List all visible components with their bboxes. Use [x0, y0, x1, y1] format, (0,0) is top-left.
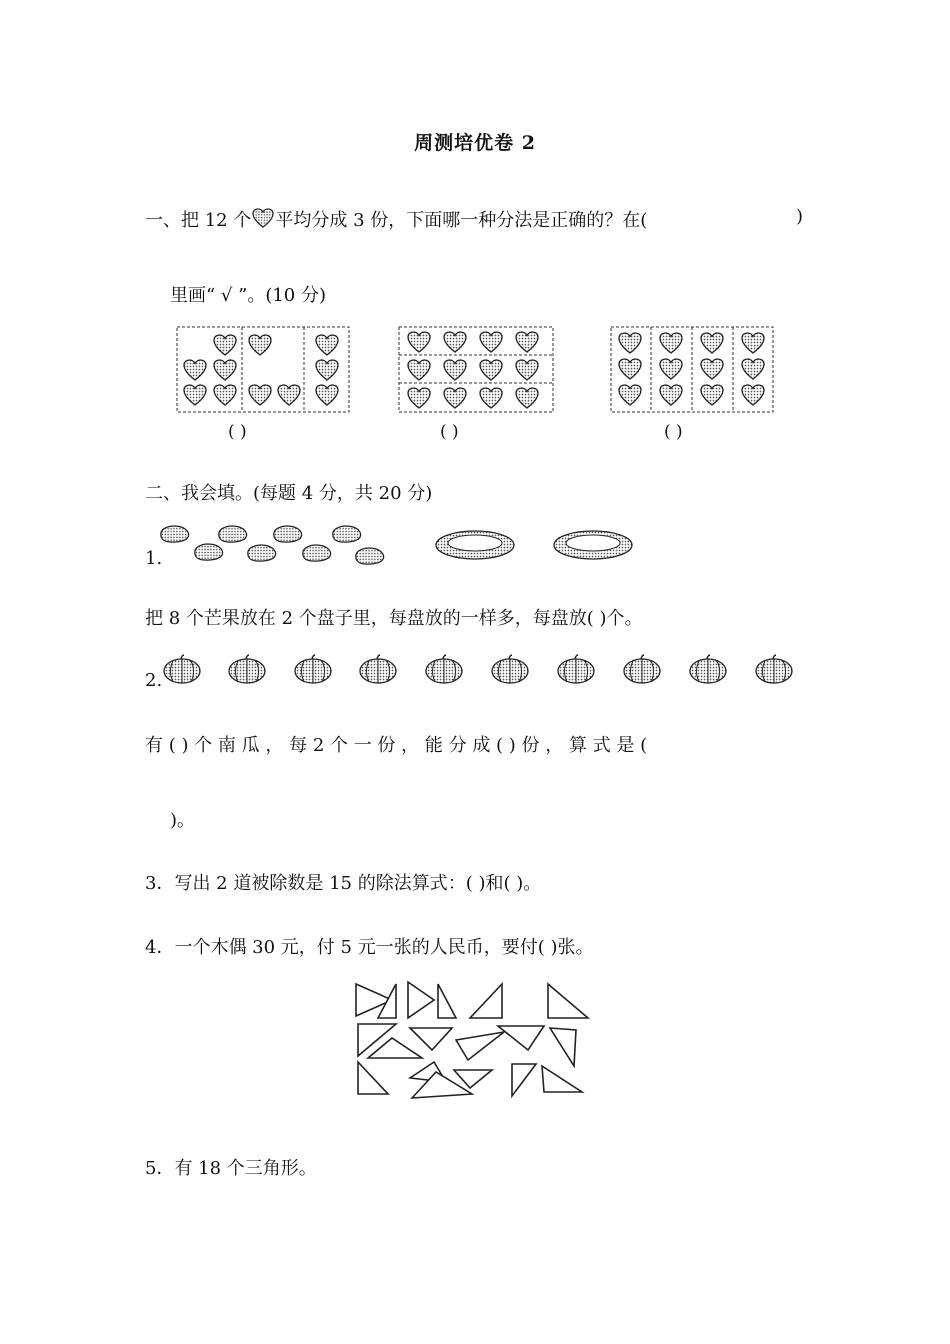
q2-continuation: )。: [170, 810, 196, 831]
option-b-figure: [398, 326, 554, 414]
section1-text-a: 一、把 12 个: [145, 210, 252, 231]
q2-text: 有 ( ) 个 南 瓜 ， 每 2 个 一 份 ， 能 分 成 ( ) 份 ， 算 式 是 (: [145, 735, 648, 756]
plate-icon: [434, 528, 516, 564]
section1-text-b: 平均分成 3 份，下面哪一种分法是正确的？在(: [275, 210, 648, 231]
pumpkins-figure: [160, 652, 800, 688]
q4-text: 4．一个木偶 30 元，付 5 元一张的人民币，要付( )张。: [145, 937, 594, 958]
q1-text: 把 8 个芒果放在 2 个盘子里，每盘放的一样多，每盘放( )个。: [145, 608, 643, 629]
section1-question: [145, 206, 647, 232]
q2-number: 2.: [145, 670, 163, 691]
section1-instruction: 里画“ √ ”。(10 分): [170, 285, 326, 306]
mangoes-figure: [158, 522, 398, 568]
section1-close-paren: ): [796, 206, 804, 227]
triangles-figure: [352, 980, 596, 1104]
plate-icon: [552, 528, 634, 564]
option-b-answer[interactable]: ( ): [440, 422, 459, 442]
heart-icon: [252, 208, 274, 228]
q5-text: 5．有 18 个三角形。: [145, 1158, 317, 1179]
q3-text: 3．写出 2 道被除数是 15 的除法算式：( )和( )。: [145, 873, 542, 894]
section2-heading: 二、我会填。(每题 4 分，共 20 分): [145, 483, 433, 504]
option-c-answer[interactable]: ( ): [664, 422, 683, 442]
option-c-figure: [610, 326, 774, 414]
option-a-answer[interactable]: ( ): [228, 422, 247, 442]
page-title: 周测培优卷 2: [414, 132, 536, 154]
q1-number: 1.: [145, 548, 163, 569]
option-a-figure: [176, 326, 350, 414]
